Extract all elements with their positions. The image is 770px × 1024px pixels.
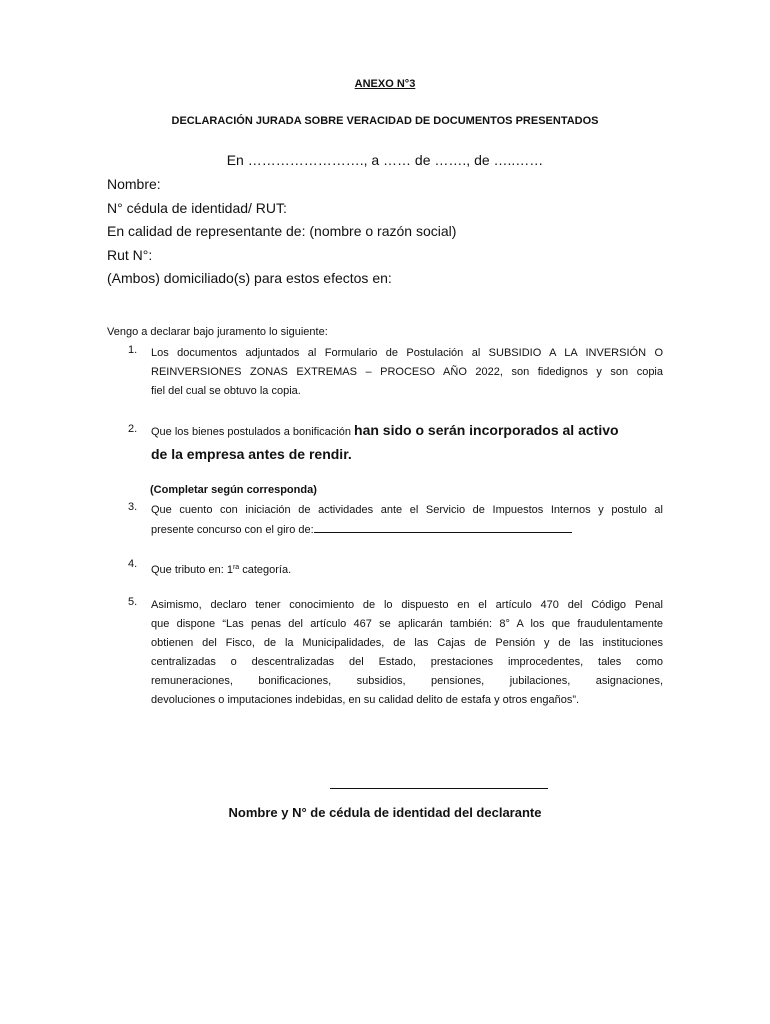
item-number: 2. — [128, 423, 138, 435]
item-number: 5. — [128, 596, 138, 608]
id-rut-field-label: N° cédula de identidad/ RUT: — [107, 199, 287, 216]
item-1-line-3: fiel del cual se obtuvo la copia. — [151, 385, 301, 397]
declaration-intro: Vengo a declarar bajo juramento lo siguiente: — [107, 326, 328, 338]
item-number: 4. — [128, 558, 138, 570]
document-title: DECLARACIÓN JURADA SOBRE VERACIDAD DE DOCUMENTOS PRESENTADOS — [171, 115, 599, 127]
item-5-line-5: remuneraciones, bonificaciones, subsidios, pensiones, jubilaciones, asignaciones, — [151, 675, 663, 687]
item-number: 1. — [128, 344, 138, 356]
annex-title: ANEXO N°3 — [354, 78, 416, 90]
item-5-line-4: centralizadas o descentralizadas del Estado, prestaciones improcedentes, tales como — [151, 656, 663, 668]
item-4-superscript: ra — [232, 564, 240, 571]
item-4-line-1 — [151, 558, 663, 577]
signature-line[interactable] — [330, 788, 548, 789]
rut-field-label: Rut N°: — [107, 246, 153, 263]
item-2-text: Que los bienes postulados a bonificación — [151, 426, 355, 438]
name-field-label: Nombre: — [107, 176, 161, 192]
place-date-line: En ……………………., a …… de ……., de …..…… — [226, 152, 544, 168]
item-4-text: Que tributo en: 1 — [151, 564, 233, 576]
item-1-line-1: Los documentos adjuntados al Formulario de Postulación al SUBSIDIO A LA INVERSIÓN O — [151, 347, 663, 359]
item-5-line-6: devoluciones o imputaciones indebidas, en su calidad delito de estafa y otros engaños”. — [151, 694, 580, 706]
item-1-line-2: REINVERSIONES ZONAS EXTREMAS – PROCESO AÑO 2022, son fidedignos y son copia — [151, 366, 663, 378]
item-3-text: presente concurso con el giro de: — [151, 524, 314, 536]
item-2-emphasis: han sido o serán incorporados al activo — [354, 422, 619, 438]
item-3-line-2 — [151, 520, 663, 539]
item-2-line-2: de la empresa antes de rendir. — [151, 446, 352, 462]
item-4-text-end: categoría. — [239, 564, 292, 576]
item-5-line-1: Asimismo, declaro tener conocimiento de lo dispuesto en el artículo 470 del Código Penal — [151, 599, 663, 611]
signature-caption: Nombre y N° de cédula de identidad del declarante — [228, 805, 542, 820]
item-number: 3. — [128, 501, 138, 513]
item-5-line-3: obtienen del Fisco, de la Municipalidades, de las Cajas de Pensión y de las instituciones — [151, 637, 663, 649]
item-3-line-1: Que cuento con iniciación de actividades ante el Servicio de Impuestos Internos y postulo al — [151, 504, 663, 516]
declarant-fields — [107, 173, 456, 291]
item-5-line-2: que dispone “Las penas del artículo 467 se aplicarán también: 8° A los que fraudulentamente — [151, 618, 663, 630]
domicile-field-label: (Ambos) domiciliado(s) para estos efectos en: — [107, 270, 392, 286]
business-activity-blank[interactable] — [314, 520, 572, 533]
item-2-line-1 — [151, 418, 663, 442]
representative-field-label: En calidad de representante de: (nombre o razón social) — [107, 223, 457, 239]
completion-note: (Completar según corresponda) — [150, 484, 317, 496]
